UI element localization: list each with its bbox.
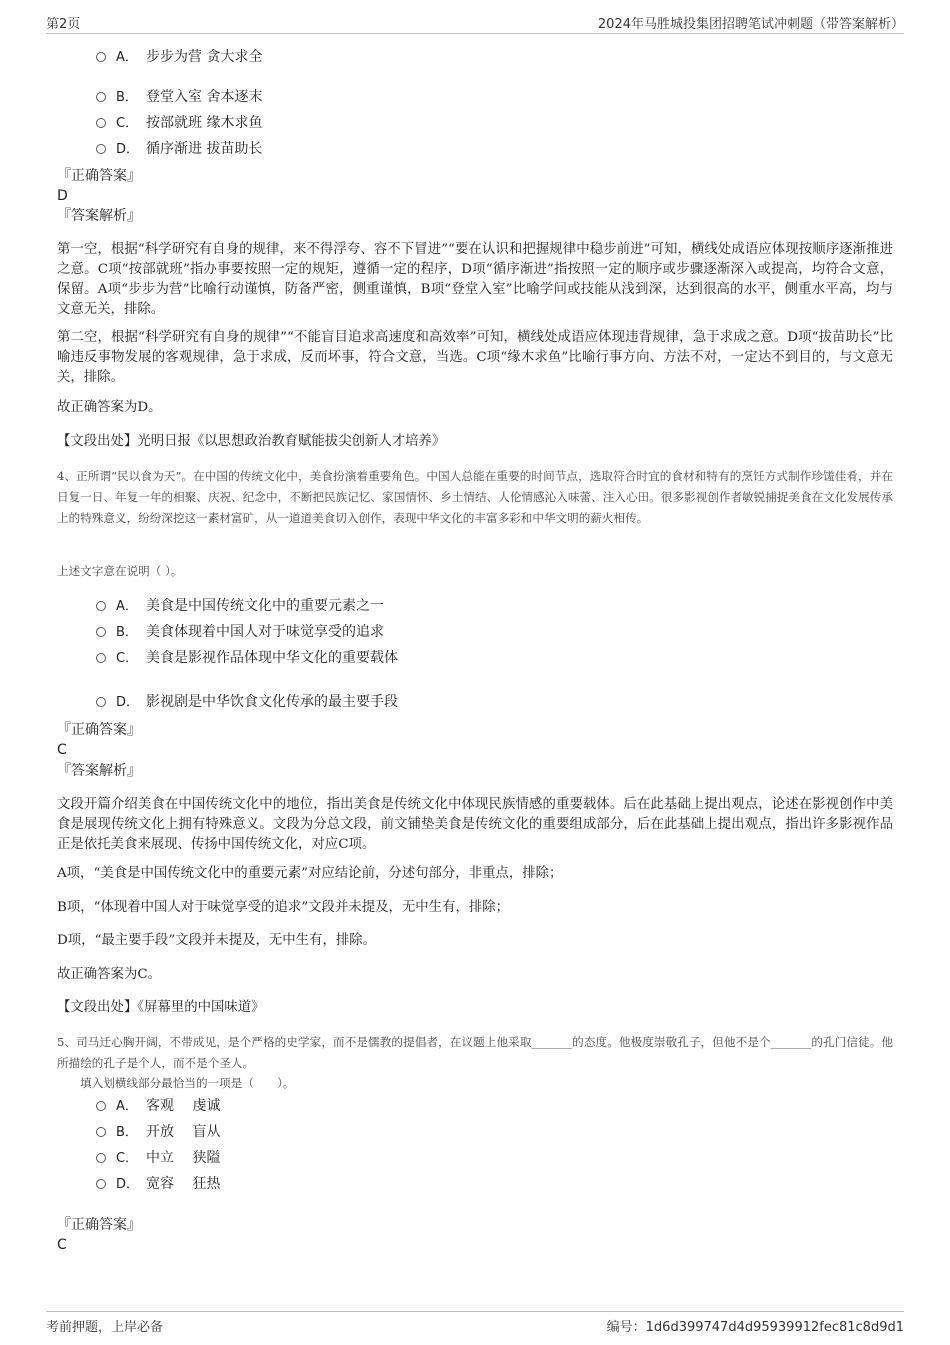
q3-option-a[interactable] [96,47,262,67]
q4-option-a[interactable] [96,596,384,616]
q4-answer-value: C [57,742,67,758]
radio-icon[interactable] [96,92,106,102]
q4-analysis-option-d: D项，“最主要手段”文段并未提及，无中生有，排除。 [57,933,377,948]
page-footer [46,1311,904,1336]
q5-answer-value: C [57,1237,67,1253]
option-key: C． [116,1151,139,1166]
q3-option-b[interactable] [96,87,262,107]
radio-icon[interactable] [96,697,106,707]
option-text: 开放 盲从 [146,1124,221,1140]
q3-analysis-paragraph-2: 第二空，根据“科学研究有自身的规律”“不能盲目追求高速度和高效率”可知，横线处成语应体现违背规律，急于求成之意。D项“拔苗助长”比喻违反事物发展的客观规律，急于求成，反而坏事，符合文意，当选。C项“缘木求鱼”比喻行事方向、方法不对，一定达不到目的，与文意无关，排除。 [57,330,893,385]
option-text: 影视剧是中华饮食文化传承的最主要手段 [146,694,398,710]
q4-option-c[interactable] [96,648,398,668]
option-text: 中立 狭隘 [146,1150,221,1166]
option-text: 美食体现着中国人对于味觉享受的追求 [146,624,384,640]
radio-icon[interactable] [96,52,106,62]
q4-source: 【文段出处】《屏幕里的中国味道》 [57,1000,265,1015]
option-key: D． [116,695,140,710]
q4-analysis-label: 『答案解析』 [57,763,141,779]
option-text: 登堂入室 舍本逐末 [146,89,263,105]
option-key: D． [116,1177,140,1192]
q5-option-a[interactable] [96,1096,220,1116]
option-key: D． [116,142,140,157]
page-number: 第2页 [46,17,81,32]
q4-question-text: 4、正所谓“民以食为天”。在中国的传统文化中，美食扮演着重要角色。中国人总能在重要的时间节点，选取符合时宜的食材和特有的烹饪方式制作珍馐佳肴，并在日复一日、年复一年的相聚、庆祝、纪念中，不断把民族记忆、家国情怀、乡土情结、人伦情感沁入味蕾、注入心田。很多影视创作者敏锐捕捉美食在文化发展传承上的特殊意义，纷纷深挖这一素材富矿，从一道道美食切入创作，表现中华文化的丰富多彩和中华文明的薪火相传。 [57,469,893,525]
radio-icon[interactable] [96,1179,106,1189]
option-text: 循序渐进 拔苗助长 [146,141,263,157]
q5-option-b[interactable] [96,1122,220,1142]
option-key: C． [116,651,139,666]
q4-analysis-conclusion: 故正确答案为C。 [57,967,161,982]
q4-option-b[interactable] [96,622,384,642]
option-key: A． [116,50,138,65]
q3-analysis-label: 『答案解析』 [57,208,141,224]
q5-answer-label: 『正确答案』 [57,1217,141,1233]
option-text: 美食是中国传统文化中的重要元素之一 [146,598,384,614]
option-key: B． [116,1125,138,1140]
q4-analysis-option-b: B项，“体现着中国人对于味觉享受的追求”文段并未提及，无中生有，排除； [57,900,510,915]
q5-option-d[interactable] [96,1174,220,1194]
option-text: 美食是影视作品体现中华文化的重要载体 [146,650,398,666]
option-key: A． [116,1099,138,1114]
q3-analysis-conclusion: 故正确答案为D。 [57,400,162,415]
option-text: 按部就班 缘木求鱼 [146,115,263,131]
q5-option-c[interactable] [96,1148,220,1168]
option-key: B． [116,90,138,105]
radio-icon[interactable] [96,118,106,128]
option-text: 宽容 狂热 [146,1176,221,1192]
q4-answer-label: 『正确答案』 [57,722,141,738]
q3-answer-label: 『正确答案』 [57,168,141,184]
q4-option-d[interactable] [96,692,398,712]
q4-prompt: 上述文字意在说明（ ）。 [57,564,183,578]
option-key: C． [116,116,139,131]
q5-question-text: 5、司马迁心胸开阔，不带成见，是个严格的史学家，而不是儒教的提倡者，在议题上他采取_______的态度。他极度崇敬孔子，但他不是个_______的孔门信徒。他所描绘的孔子是个人，而不是个圣人。 [57,1035,893,1070]
radio-icon[interactable] [96,1153,106,1163]
radio-icon[interactable] [96,1101,106,1111]
q4-analysis-option-a: A项，“美食是中国传统文化中的重要元素”对应结论前，分述句部分，非重点，排除； [57,866,563,881]
page-header [46,11,904,34]
q3-option-c[interactable] [96,113,262,133]
option-key: B． [116,625,138,640]
q3-analysis-paragraph-1: 第一空，根据“科学研究有自身的规律，来不得浮夸、容不下冒进”“要在认识和把握规律中稳步前进”可知，横线处成语应体现按顺序逐渐推进之意。C项“按部就班”指办事要按照一定的规矩，遵循一定的程序，D项“循序渐进”指按照一定的顺序或步骤逐渐深入或提高，均符合文意，保留。A项“步步为营”比喻行动谨慎，防备严密，侧重谨慎，B项“登堂入室”比喻学问或技能从浅到深，达到很高的水平，侧重水平高，均与文意无关，排除。 [57,242,893,317]
q4-analysis-paragraph-1: 文段开篇介绍美食在中国传统文化中的地位，指出美食是传统文化中体现民族情感的重要载体。后在此基础上提出观点，论述在影视创作中美食是展现传统文化上拥有特殊意义。文段为分总文段，前文铺垫美食是传统文化的重要组成部分，后在此基础上提出观点，指出许多影视作品正是依托美食来展现、传扬中国传统文化，对应C项。 [57,797,893,852]
radio-icon[interactable] [96,601,106,611]
q3-answer-value: D [57,188,68,204]
document-title: 2024年马胜城投集团招聘笔试冲刺题（带答案解析） [597,17,904,32]
radio-icon[interactable] [96,627,106,637]
q3-option-d[interactable] [96,139,262,159]
radio-icon[interactable] [96,144,106,154]
footer-slogan: 考前押题，上岸必备 [46,1320,164,1335]
radio-icon[interactable] [96,1127,106,1137]
q3-source: 【文段出处】光明日报《以思想政治教育赋能拔尖创新人才培养》 [57,434,446,449]
q5-prompt: 填入划横线部分最恰当的一项是（ ）。 [80,1076,295,1090]
radio-icon[interactable] [96,653,106,663]
document-id: 编号：1d6d399747d4d95939912fec81c8d9d1 [606,1320,904,1335]
option-text: 步步为营 贪大求全 [146,49,263,65]
option-key: A． [116,599,138,614]
option-text: 客观 虔诚 [146,1098,221,1114]
